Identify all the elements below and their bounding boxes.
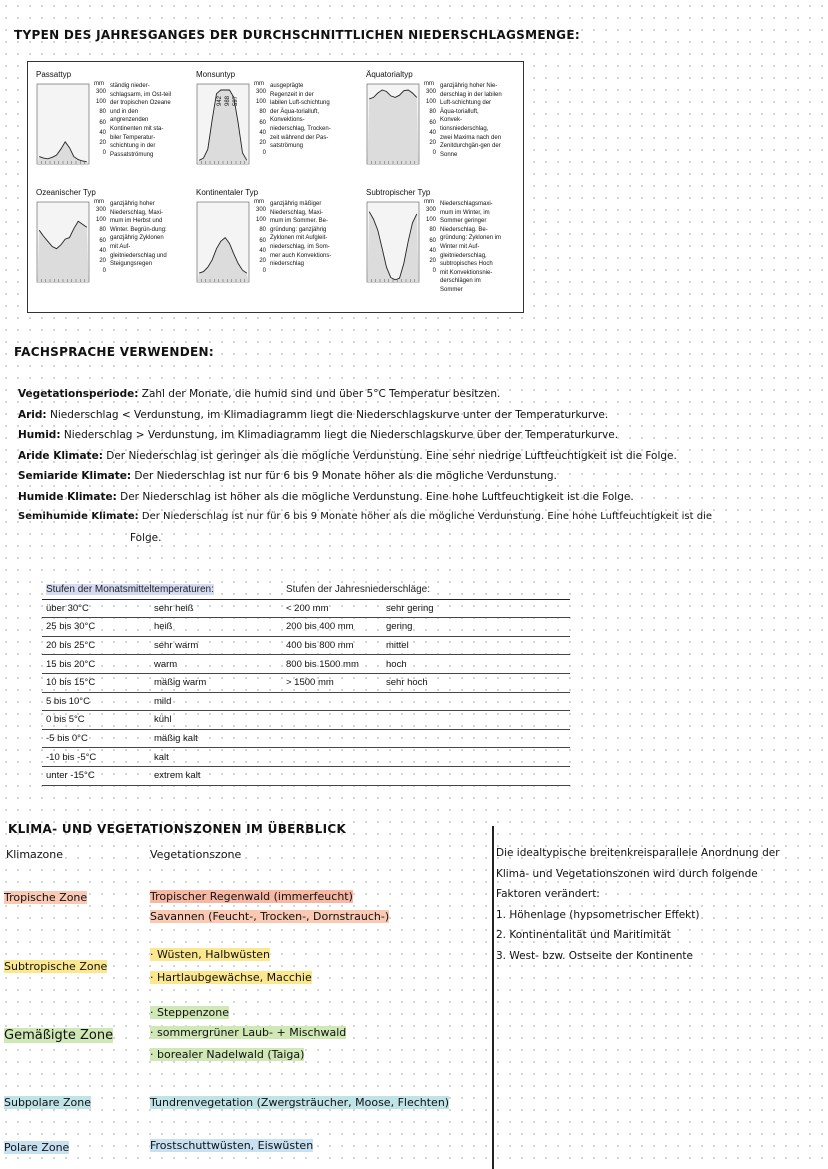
axis-tick-label: 80 <box>429 227 436 234</box>
temperature-table-row <box>42 618 282 637</box>
axis-tick-label: 100 <box>95 99 106 106</box>
precipitation-table-range <box>282 766 382 785</box>
precip-panel <box>36 70 196 188</box>
temperature-table-label: mäßig kalt <box>150 729 282 748</box>
temperature-table-row <box>42 711 282 730</box>
axis-tick-label: 20 <box>259 140 266 147</box>
panel-title: Äquatorialtyp <box>366 70 413 79</box>
precipitation-table-range <box>282 692 382 711</box>
axis-tick-label: 80 <box>259 109 266 116</box>
temperature-table-row <box>42 599 282 618</box>
panel-chart <box>36 200 90 284</box>
axis-unit: mm <box>254 81 264 87</box>
axis-tick-label: 0 <box>102 268 106 275</box>
section-heading-climate-zones: KLIMA- UND VEGETATIONSZONEN IM ÜBERBLICK <box>8 822 347 836</box>
precipitation-table-row <box>282 673 570 692</box>
temperature-table-range: 5 bis 10°C <box>42 692 150 711</box>
precipitation-table-row <box>282 729 570 748</box>
axis-tick-label: 300 <box>425 89 436 95</box>
precipitation-table-range: 800 bis 1500 mm <box>282 655 382 674</box>
panel-chart <box>366 82 420 166</box>
precip-panel <box>366 188 526 306</box>
column-header-vegetationszone: Vegetationszone <box>150 848 242 861</box>
column-divider <box>492 826 494 1169</box>
definition-arid: Arid: Niederschlag < Verdunstung, im Klimadiagramm liegt die Niederschlagskurve unter der Temperaturkurve. <box>18 408 609 421</box>
precipitation-table-header: Stufen der Jahresniederschläge: <box>286 584 430 596</box>
temperature-table-label: mäßig warm <box>150 673 282 692</box>
axis-tick-label: 60 <box>429 237 436 244</box>
axis-tick-label: 60 <box>99 237 106 244</box>
precipitation-table-row <box>282 748 570 767</box>
axis-tick-label: 20 <box>429 258 436 265</box>
axis-tick-label: 20 <box>259 258 266 265</box>
axis-unit: mm <box>424 199 434 205</box>
axis-tick-label: 0 <box>432 150 436 157</box>
axis-tick-label: 80 <box>99 227 106 234</box>
temperature-table-label: sehr warm <box>150 636 282 655</box>
panel-description: ganzjährig hoher Nie-derschlag in der labilen Luft-schichtung der Äqua-torialluft, Konvek-tionsniederschlag, zwei Maxima nach den Zenitdurchgän-gen der Sonne <box>440 83 502 158</box>
temperature-table-row <box>42 748 282 767</box>
temperature-table-range: 10 bis 15°C <box>42 673 150 692</box>
temperature-table-label: heiß <box>150 618 282 637</box>
temperature-table-row <box>42 692 282 711</box>
precipitation-table-label <box>382 729 570 748</box>
panel-chart <box>366 200 420 284</box>
definition-humide-klimate: Humide Klimate: Der Niederschlag ist höher als die mögliche Verdunstung. Eine hohe Luftfeuchtigkeit ist die Folge. <box>18 490 634 503</box>
axis-tick-label: 80 <box>259 227 266 234</box>
precip-panel <box>36 188 196 306</box>
temperature-table-header: Stufen der Monatsmitteltemperaturen: <box>46 584 214 596</box>
veg-subpolar-1: Tundrenvegetation (Zwergsträucher, Moose, Flechten) <box>150 1096 450 1109</box>
definition-semihumide-tail: Folge. <box>130 531 162 544</box>
axis-tick-label: 60 <box>259 119 266 126</box>
zone-tropisch: Tropische Zone <box>4 891 88 904</box>
axis-tick-label: 40 <box>99 129 106 136</box>
precipitation-table-row <box>282 655 570 674</box>
note-intro-2: Klima- und Vegetationszonen wird durch folgende <box>496 867 758 880</box>
precipitation-table-row <box>282 692 570 711</box>
temperature-levels-table <box>42 581 282 786</box>
axis-tick-label: 100 <box>255 217 266 224</box>
axis-tick-label: 100 <box>255 99 266 106</box>
panel-description: ausgeprägte Regenzeit in der labilen Luft-schichtung der Äqua-torialluft, Konvektions-niederschlag, Trocken-zeit während der Pas-satströmung <box>270 83 331 150</box>
section-heading-terminology: FACHSPRACHE VERWENDEN: <box>14 345 214 359</box>
precipitation-table-row <box>282 599 570 618</box>
section-heading-precipitation-types: TYPEN DES JAHRESGANGES DER DURCHSCHNITTLICHEN NIEDERSCHLAGSMENGE: <box>14 28 580 42</box>
veg-polar-1: Frostschuttwüsten, Eiswüsten <box>150 1139 314 1152</box>
note-item-2: 2. Kontinentalität und Maritimität <box>496 929 671 941</box>
axis-ticks <box>92 205 106 276</box>
precipitation-table-label: hoch <box>382 655 570 674</box>
temperature-table-row <box>42 636 282 655</box>
panel-chart <box>196 200 250 284</box>
axis-tick-label: 300 <box>255 89 266 95</box>
axis-ticks <box>92 87 106 158</box>
axis-tick-label: 0 <box>262 268 266 275</box>
temperature-table-range: -10 bis -5°C <box>42 748 150 767</box>
precipitation-table-range: 200 bis 400 mm <box>282 618 382 637</box>
precipitation-levels-table <box>282 581 570 786</box>
panel-title: Subtropischer Typ <box>366 188 431 197</box>
temperature-table-range: 15 bis 20°C <box>42 655 150 674</box>
precipitation-table-row <box>282 618 570 637</box>
note-intro-1: Die idealtypische breitenkreisparallele Anordnung der <box>496 847 780 859</box>
veg-subtropisch-2: · Hartlaubgewächse, Macchie <box>150 971 312 984</box>
zone-subtropisch: Subtropische Zone <box>4 960 108 973</box>
axis-tick-label: 0 <box>262 150 266 157</box>
temperature-table-row <box>42 655 282 674</box>
peak-label: 597 <box>233 95 240 107</box>
peak-label: 988 <box>225 95 232 107</box>
precipitation-table-label: gering <box>382 618 570 637</box>
axis-tick-label: 60 <box>429 119 436 126</box>
axis-tick-label: 0 <box>102 150 106 157</box>
precipitation-table-range: 400 bis 800 mm <box>282 636 382 655</box>
precipitation-table-range: > 1500 mm <box>282 673 382 692</box>
precipitation-table-label <box>382 766 570 785</box>
panel-chart <box>196 82 250 166</box>
panel-description: ständig nieder-schlagsarm, im Ost-teil der tropischen Ozeane und in den angrenzenden Kontinenten mit sta-biler Temperatur-schichtung in der Passatströmung <box>110 83 172 158</box>
axis-ticks <box>422 205 436 276</box>
precipitation-table-label <box>382 711 570 730</box>
zone-gemaessigt: Gemäßigte Zone <box>4 1028 114 1043</box>
veg-gemaessigt-2: · sommergrüner Laub- + Mischwald <box>150 1026 347 1039</box>
precipitation-table-row <box>282 711 570 730</box>
definition-semihumide-klimate: Semihumide Klimate: Der Niederschlag ist nur für 6 bis 9 Monate höher als die mögliche Verdunstung. Eine hohe Luftfeuchtigkeit ist die <box>18 511 712 522</box>
temperature-table-label: mild <box>150 692 282 711</box>
note-intro-3: Faktoren verändert: <box>496 888 600 900</box>
temperature-table-row <box>42 673 282 692</box>
temperature-table-range: unter -15°C <box>42 766 150 785</box>
temperature-table-range: 0 bis 5°C <box>42 711 150 730</box>
axis-unit: mm <box>424 81 434 87</box>
panel-title: Passattyp <box>36 70 72 79</box>
precipitation-table-label: sehr gering <box>382 599 570 618</box>
temperature-table-range: -5 bis 0°C <box>42 729 150 748</box>
precip-panel <box>196 70 356 188</box>
precip-panel <box>196 188 356 306</box>
precipitation-table-range <box>282 729 382 748</box>
definition-humid: Humid: Niederschlag > Verdunstung, im Klimadiagramm liegt die Niederschlagskurve über der Temperaturkurve. <box>18 429 619 441</box>
note-item-3: 3. West- bzw. Ostseite der Kontinente <box>496 949 693 962</box>
temperature-table-label: kalt <box>150 748 282 767</box>
peak-label: 942 <box>217 95 224 107</box>
temperature-table-range: über 30°C <box>42 599 150 618</box>
axis-tick-label: 40 <box>259 129 266 136</box>
axis-tick-label: 20 <box>99 258 106 265</box>
axis-unit: mm <box>94 199 104 205</box>
precipitation-table-row <box>282 766 570 785</box>
precipitation-table-range: < 200 mm <box>282 599 382 618</box>
veg-tropisch-2: Savannen (Feucht-, Trocken-, Dornstrauch-) <box>150 910 390 923</box>
panel-description: ganzjährig hoher Niederschlag, Maxi-mum im Herbst und Winter. Begrün-dung: ganzjährig Zyklonen mit Auf-gleitniederschlag und Steigungsregen <box>110 201 167 268</box>
precipitation-table-range <box>282 711 382 730</box>
axis-tick-label: 80 <box>99 109 106 116</box>
precipitation-table-label <box>382 692 570 711</box>
axis-tick-label: 0 <box>432 268 436 275</box>
precip-panel <box>366 70 526 188</box>
axis-tick-label: 40 <box>99 247 106 254</box>
zone-subpolar: Subpolare Zone <box>4 1096 91 1109</box>
panel-description: ganzjährig mäßiger Niederschlag, Maxi-mum im Sommer. Be-gründung: ganzjährig Zyklonen mit Aufgleit-niederschlag, im Som-mer auch Konvektions-niederschlag <box>270 201 332 268</box>
veg-tropisch-1: Tropischer Regenwald (immerfeucht) <box>150 890 353 903</box>
temperature-table-label: kühl <box>150 711 282 730</box>
temperature-table-row <box>42 766 282 785</box>
temperature-table-range: 20 bis 25°C <box>42 636 150 655</box>
axis-tick-label: 80 <box>429 109 436 116</box>
panel-title: Kontinentaler Typ <box>196 188 259 197</box>
axis-ticks <box>252 205 266 276</box>
definition-vegetationsperiode: Vegetationsperiode: Zahl der Monate, die humid sind und über 5°C Temperatur besitzen. <box>18 388 501 400</box>
axis-tick-label: 300 <box>95 207 106 213</box>
axis-tick-label: 20 <box>429 140 436 147</box>
zone-factors-note <box>496 843 826 966</box>
axis-tick-label: 100 <box>425 217 436 224</box>
precipitation-table-range <box>282 748 382 767</box>
axis-tick-label: 300 <box>255 207 266 213</box>
precipitation-table-label: sehr hoch <box>382 673 570 692</box>
axis-tick-label: 40 <box>429 247 436 254</box>
axis-unit: mm <box>94 81 104 87</box>
note-item-1: 1. Höhenlage (hypsometrischer Effekt) <box>496 908 700 921</box>
definitions-list <box>18 388 818 552</box>
temperature-table-range: 25 bis 30°C <box>42 618 150 637</box>
axis-tick-label: 300 <box>425 207 436 213</box>
axis-ticks <box>422 87 436 158</box>
axis-tick-label: 40 <box>259 247 266 254</box>
veg-gemaessigt-1: · Steppenzone <box>150 1006 230 1019</box>
panel-title: Monsuntyp <box>196 70 236 79</box>
column-header-klimazone: Klimazone <box>6 848 64 861</box>
precipitation-table-row <box>282 636 570 655</box>
axis-tick-label: 300 <box>95 89 106 95</box>
axis-tick-label: 100 <box>425 99 436 106</box>
axis-tick-label: 40 <box>429 129 436 136</box>
temperature-table-label: sehr heiß <box>150 599 282 618</box>
definition-aride-klimate: Aride Klimate: Der Niederschlag ist geringer als die mögliche Verdunstung. Eine sehr niedrige Luftfeuchtigkeit ist die Folge. <box>18 449 677 462</box>
temperature-table-row <box>42 729 282 748</box>
temperature-table-label: warm <box>150 655 282 674</box>
axis-tick-label: 20 <box>99 140 106 147</box>
axis-tick-label: 100 <box>95 217 106 224</box>
precipitation-table-label: mittel <box>382 636 570 655</box>
precipitation-table-label <box>382 748 570 767</box>
axis-ticks <box>252 87 266 158</box>
zone-polar: Polare Zone <box>4 1141 70 1154</box>
veg-gemaessigt-3: · borealer Nadelwald (Taiga) <box>150 1048 305 1061</box>
precip-area <box>368 90 419 164</box>
precipitation-types-figure <box>27 61 524 313</box>
panel-chart <box>36 82 90 166</box>
temperature-table-label: extrem kalt <box>150 766 282 785</box>
axis-tick-label: 60 <box>259 237 266 244</box>
axis-tick-label: 60 <box>99 119 106 126</box>
panel-description: Niederschlagsmaxi-mum im Winter, im Sommer geringer Niederschlag. Be-gründung: Zyklonen im Winter mit Auf-gleitniederschlag, subtropisches Hoch mit Konvektionsnie-derschlägen im Sommer <box>440 201 502 293</box>
definition-semiaride-klimate: Semiaride Klimate: Der Niederschlag ist nur für 6 bis 9 Monate höher als die mögliche Verdunstung. <box>18 470 557 482</box>
veg-subtropisch-1: · Wüsten, Halbwüsten <box>150 948 271 961</box>
panel-title: Ozeanischer Typ <box>36 188 96 197</box>
axis-unit: mm <box>254 199 264 205</box>
